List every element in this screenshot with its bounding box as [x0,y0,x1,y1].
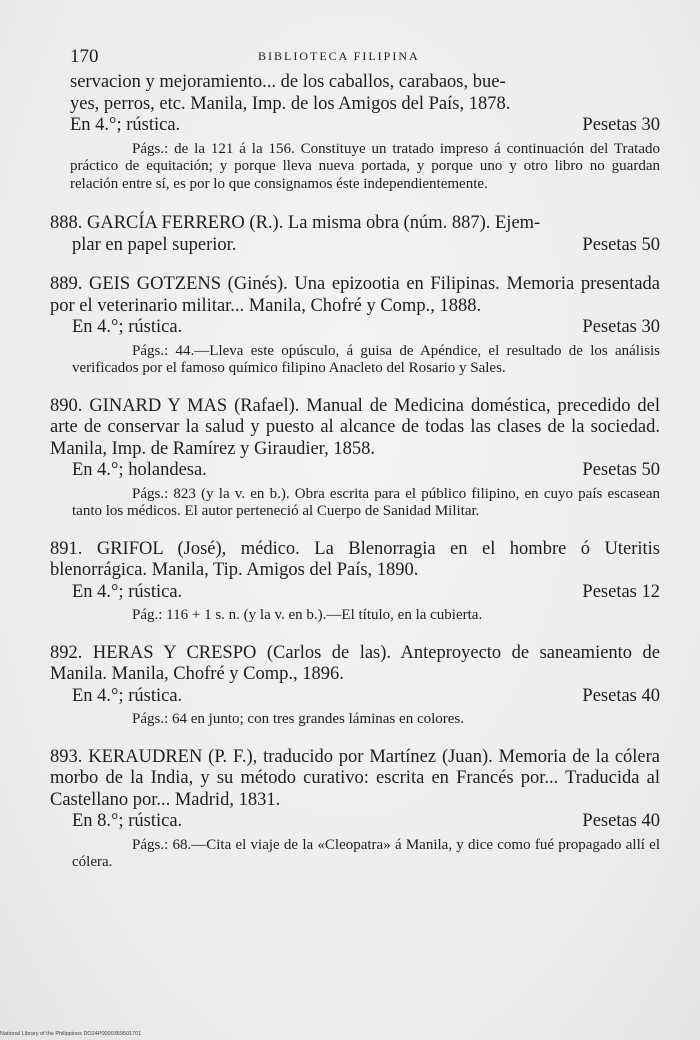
scan-credit: National Library of the Philippines DO24P0000359501701 [0,1031,142,1037]
entry-note: Pág.: 116 + 1 s. n. (y la v. en b.).—El título, en la cubierta. [132,607,483,623]
entry-note: Págs.: 64 en junto; con tres grandes láminas en colores. [132,711,465,727]
entry-text [50,643,660,686]
page-content [50,72,660,890]
entry-number: 891. [50,538,83,559]
entry-format: En 4.°; rústica. [72,317,183,337]
entry-body: GINARD Y MAS (Rafael). Manual de Medicina doméstica, precedido del arte de conservar la salud y puesto al alcance de todas las clases de la sociedad. Manila, Imp. de Ramírez y Giraudier, 1858. [50,395,660,459]
entry-body: GARCÍA FERRERO (R.). La misma obra (núm. 887). Ejem- [87,213,541,233]
entry-price-row [50,686,660,708]
entry-price: Pesetas 30 [582,317,660,337]
entry-number: 889. [50,274,83,294]
entry-number: 888. [50,213,83,233]
catalog-entry-893 [50,747,660,872]
entry-body: KERAUDREN (P. F.), traducido por Martínez (Juan). Memoria de la cólera morbo de la India, y su método curativo: escrita en Francés por... Traducida al Castellano por... Madrid, 1831. [50,746,660,810]
entry-price: Pesetas 40 [582,685,660,706]
entry-number: 893. [50,746,83,767]
entry-price-row [50,460,660,482]
catalog-entry-888 [50,213,660,256]
continued-note: Págs.: de la 121 á la 156. Constituye un tratado impreso á continuación del Tratado práctico de equitación; y porque lleva nueva portada, y porque uno y otro libro no guardan relación entre sí, es por lo que consignamos éste independientemente. [70,140,660,192]
entry-price-row [50,811,660,833]
entry-text [50,274,660,317]
entry-price-row [50,317,660,339]
entry-text [50,539,660,582]
running-head: BIBLIOTECA FILIPINA [258,49,420,63]
entry-text [50,213,660,235]
entry-price: Pesetas 50 [582,234,660,255]
entry-note: Págs.: 823 (y la v. en b.). Obra escrita para el público filipino, en cuyo país escasean tanto los médicos. El autor perteneció al Cuerpo de Sanidad Militar. [72,485,660,519]
entry-number: 892. [50,642,83,663]
entry-note: Págs.: 44.—Lleva este opúsculo, á guisa de Apéndice, el resultado de los análisis verificados por el famoso químico filipino Anacleto del Rosario y Sales. [72,342,660,376]
continued-price-row [50,115,660,137]
continued-line-2: yes, perros, etc. Manila, Imp. de los Amigos del País, 1878. [70,93,511,114]
entry-text [50,747,660,812]
continued-line-1: servacion y mejoramiento... de los caballos, carabaos, bue- [70,72,506,92]
catalog-entry-890 [50,396,660,521]
entry-text [50,396,660,461]
entry-format: En 4.°; rústica. [72,685,183,706]
entry-note: Págs.: 68.—Cita el viaje de la «Cleopatra» á Manila, y dice como fué propagado allí el cólera. [72,836,660,870]
entry-format: plar en papel superior. [72,234,237,255]
entry-body: GRIFOL (José), médico. La Blenorragia en el hombre ó Uteritis blenorrágica. Manila, Tip. Amigos del País, 1890. [50,538,660,580]
catalog-entry-892 [50,643,660,729]
page-number: 170 [70,46,99,67]
entry-format: En 8.°; rústica. [72,811,183,831]
page-header [0,44,700,68]
entry-price: Pesetas 40 [582,811,660,831]
entry-price-row [50,235,660,257]
entry-price: Pesetas 50 [582,460,660,480]
continued-entry [50,72,660,193]
entry-price-row [50,582,660,604]
entry-body: GEIS GOTZENS (Ginés). Una epizootia en Filipinas. Memoria presentada por el veterinario militar... Manila, Chofré y Comp., 1888. [50,274,660,316]
catalog-entry-891 [50,539,660,625]
entry-price: Pesetas 12 [582,581,660,602]
entry-format: En 4.°; holandesa. [72,460,207,480]
continued-format: En 4.°; rústica. [70,115,181,135]
entry-format: En 4.°; rústica. [72,581,183,602]
continued-price: Pesetas 30 [582,115,660,135]
entry-body: HERAS Y CRESPO (Carlos de las). Anteproyecto de saneamiento de Manila. Manila, Chofré y Comp., 1896. [50,642,660,684]
catalog-entry-889 [50,274,660,378]
entry-number: 890. [50,395,83,416]
